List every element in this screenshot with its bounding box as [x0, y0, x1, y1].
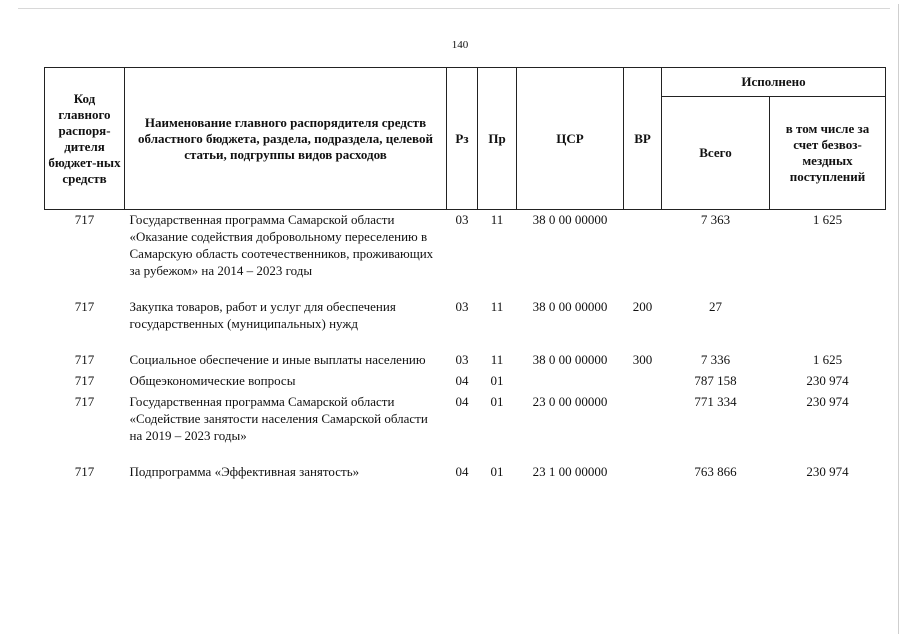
cell-name: Государственная программа Самарской области «Оказание содействия добровольному переселению в Самарскую область соотечественников, проживающих за рубежом» на 2014 – 2023 годы [129, 212, 434, 278]
scan-edge-right [898, 4, 899, 634]
header-csr: ЦСР [517, 68, 624, 210]
cell-pr: 01 [490, 464, 504, 479]
cell-pr: 01 [490, 373, 504, 388]
cell-pr: 11 [490, 212, 504, 227]
header-executed: Исполнено [662, 68, 886, 97]
cell-pr: 11 [490, 352, 504, 367]
scan-edge-top [18, 8, 890, 9]
header-pr: Пр [478, 68, 517, 210]
cell-name: Социальное обеспечение и иные выплаты населению [129, 352, 426, 367]
cell-code: 717 [74, 394, 95, 409]
page-number: 140 [451, 39, 469, 51]
cell-rz: 04 [455, 373, 469, 388]
cell-total: 763 866 [694, 464, 737, 479]
cell-rz: 03 [455, 299, 469, 314]
cell-incl-free: 230 974 [806, 373, 849, 388]
cell-code: 717 [74, 464, 95, 479]
cell-code: 717 [74, 299, 95, 314]
budget-table [44, 67, 886, 480]
header-vr: ВР [624, 68, 662, 210]
cell-vr: 300 [632, 352, 653, 367]
budget-table-container [44, 67, 885, 480]
cell-csr: 38 0 00 00000 [532, 352, 608, 367]
cell-incl-free: 230 974 [806, 464, 849, 479]
table-body [45, 210, 886, 481]
cell-code: 717 [74, 352, 95, 367]
table-row [45, 298, 886, 351]
cell-rz: 03 [455, 352, 469, 367]
cell-name: Подпрограмма «Эффективная занятость» [129, 464, 360, 479]
cell-vr [624, 463, 662, 480]
cell-name: Государственная программа Самарской области «Содействие занятости населения Самарской области на 2019 – 2023 годы» [129, 394, 428, 443]
cell-vr [624, 393, 662, 463]
table-header [45, 68, 886, 210]
cell-name: Закупка товаров, работ и услуг для обеспечения государственных (муниципальных) нужд [129, 299, 396, 331]
cell-rz: 04 [455, 394, 469, 409]
cell-incl-free [770, 298, 886, 351]
cell-csr [517, 372, 624, 393]
cell-total: 7 363 [700, 212, 731, 227]
cell-vr [624, 372, 662, 393]
table-row [45, 210, 886, 299]
cell-total: 7 336 [700, 352, 731, 367]
cell-total: 27 [709, 299, 722, 314]
cell-code: 717 [74, 373, 95, 388]
table-row [45, 393, 886, 463]
cell-csr: 38 0 00 00000 [532, 212, 608, 227]
cell-pr: 01 [490, 394, 504, 409]
cell-total: 771 334 [694, 394, 737, 409]
cell-csr: 23 1 00 00000 [532, 464, 608, 479]
cell-csr: 23 0 00 00000 [532, 394, 608, 409]
cell-rz: 04 [455, 464, 469, 479]
cell-rz: 03 [455, 212, 469, 227]
cell-code: 717 [74, 212, 95, 227]
cell-incl-free: 1 625 [812, 212, 843, 227]
cell-incl-free: 1 625 [812, 352, 843, 367]
cell-csr: 38 0 00 00000 [532, 299, 608, 314]
table-row [45, 372, 886, 393]
cell-name: Общеэкономические вопросы [129, 373, 296, 388]
cell-incl-free: 230 974 [806, 394, 849, 409]
cell-total: 787 158 [694, 373, 737, 388]
cell-vr: 200 [632, 299, 653, 314]
header-incl-free: в том числе за счет безвоз-мездных поступлений [770, 97, 886, 210]
header-total: Всего [662, 97, 770, 210]
cell-pr: 11 [490, 299, 504, 314]
header-code: Код главного распоря-дителя бюджет-ных средств [45, 68, 125, 210]
header-rz: Рз [447, 68, 478, 210]
cell-vr [624, 210, 662, 299]
header-name: Наименование главного распорядителя средств областного бюджета, раздела, подраздела, целевой статьи, подгруппы видов расходов [125, 68, 447, 210]
table-row [45, 463, 886, 480]
table-row [45, 351, 886, 372]
